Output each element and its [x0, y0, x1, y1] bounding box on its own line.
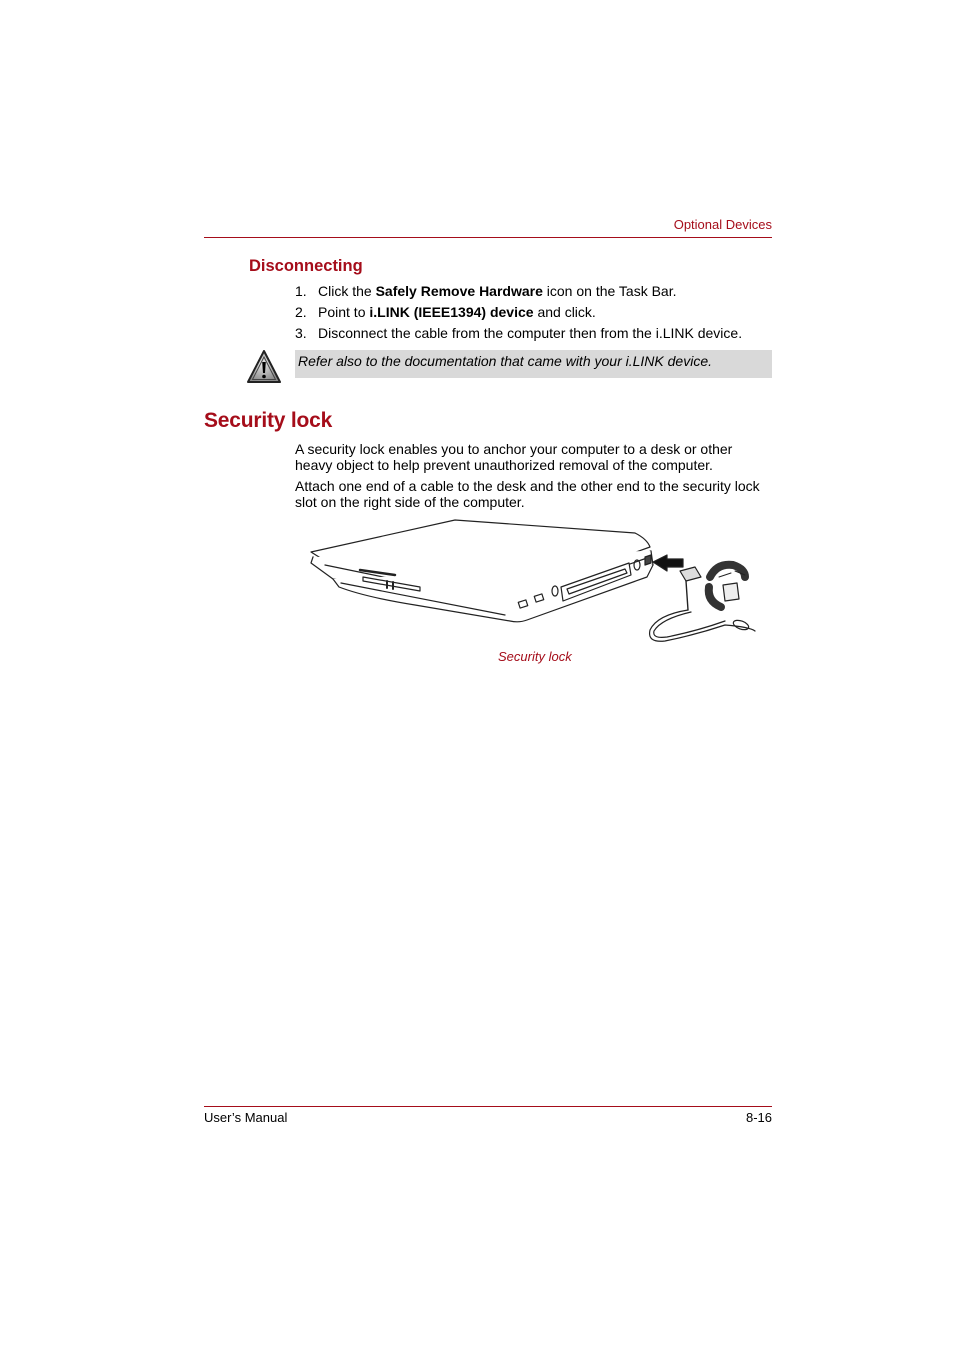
security-lock-heading: Security lock	[204, 409, 333, 432]
footer-manual-label: User’s Manual	[204, 1110, 288, 1125]
step-bold-text: i.LINK (IEEE1394) device	[369, 304, 534, 320]
step-text: Point to	[318, 304, 370, 320]
security-paragraph-1	[295, 441, 775, 473]
step-text: Disconnect the cable from the computer then from the i.LINK device.	[318, 325, 743, 341]
step-text-after: and click.	[533, 304, 596, 320]
paragraph-line: Attach one end of a cable to the desk and the other end to the security lock	[295, 478, 760, 494]
step-text-after: icon on the Task Bar.	[542, 283, 677, 299]
step-text: Click the	[318, 283, 376, 299]
header-rule	[204, 237, 772, 238]
step-bold-text: Safely Remove Hardware	[375, 283, 543, 299]
note-box	[295, 350, 772, 378]
security-paragraph-2	[295, 478, 775, 510]
step-number: 2.	[295, 304, 307, 320]
step-number: 1.	[295, 283, 307, 299]
paragraph-line: heavy object to help prevent unauthorized removal of the computer.	[295, 457, 713, 473]
security-lock-illustration	[305, 515, 765, 650]
paragraph-line: slot on the right side of the computer.	[295, 494, 525, 510]
warning-triangle-icon	[246, 349, 282, 385]
paragraph-line: A security lock enables you to anchor your computer to a desk or other	[295, 441, 733, 457]
disconnecting-heading: Disconnecting	[249, 257, 363, 275]
page-number: 8-16	[745, 1110, 772, 1125]
running-header: Optional Devices	[673, 217, 772, 232]
note-text: Refer also to the documentation that came with your i.LINK device.	[298, 353, 712, 369]
step-2	[295, 304, 596, 320]
figure-caption: Security lock	[498, 649, 572, 664]
step-number: 3.	[295, 325, 307, 341]
footer-rule	[204, 1106, 772, 1107]
step-3	[295, 325, 742, 341]
step-1	[295, 283, 677, 299]
